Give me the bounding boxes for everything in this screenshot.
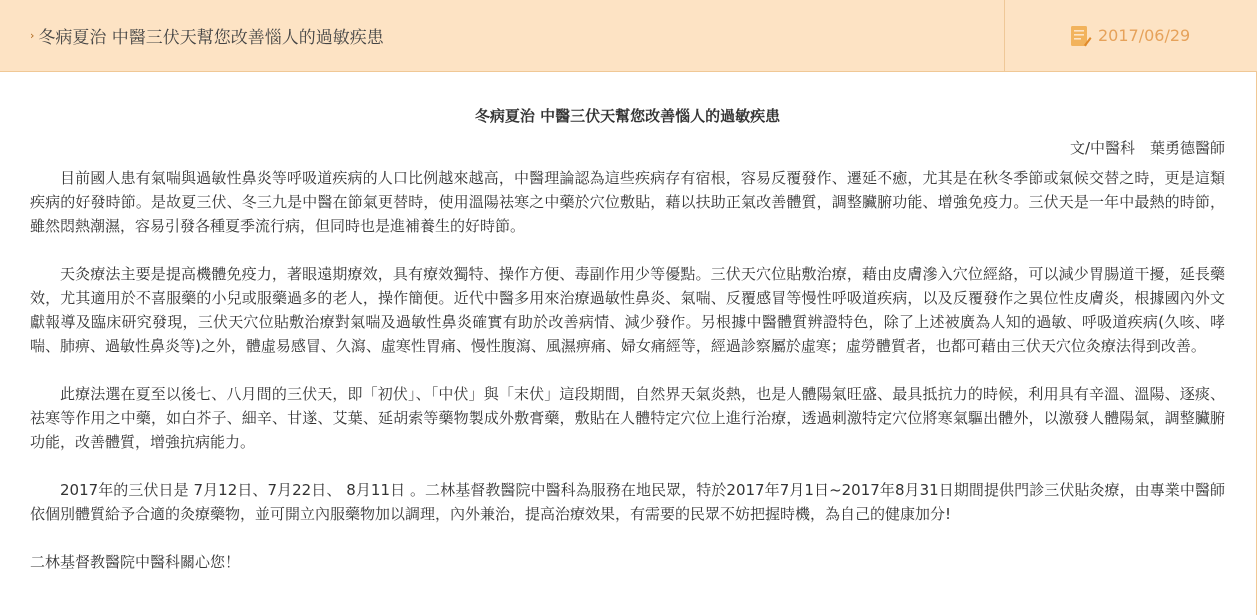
header-title[interactable]: 冬病夏治 中醫三伏天幫您改善惱人的過敏疾患 [38, 28, 384, 48]
date-block [1070, 0, 1190, 71]
header-divider [1004, 0, 1005, 71]
note-icon [1070, 24, 1092, 48]
article-body [30, 72, 1225, 574]
header-title-link[interactable] [30, 0, 384, 71]
article-header-bar [0, 0, 1257, 72]
article-paragraph: 此療法選在夏至以後七、八月間的三伏天，即「初伏」、「中伏」與「末伏」這段期間，自然界天氣炎熱，也是人體陽氣旺盛、最具抵抗力的時候，利用具有辛溫、溫陽、逐痰、祛寒等作用之中藥，如白芥子、細辛、甘遂、艾葉、延胡索等藥物製成外敷膏藥，敷貼在人體特定穴位上進行治療，透過刺激特定穴位將寒氣驅出體外，以激發人體陽氣，調整臟腑功能，改善體質，增強抗病能力。 [30, 385, 1225, 451]
article-paragraph: 2017年的三伏日是 7月12日、7月22日、 8月11日 。二林基督教醫院中醫科為服務在地民眾，特於2017年7月1日~2017年8月31日期間提供門診三伏貼灸療，由專業中醫師依個別體質給予合適的灸療藥物，並可開立內服藥物加以調理，內外兼治，提高治療效果，有需要的民眾不妨把握時機，為自己的健康加分! [30, 481, 1225, 523]
article-closing: 二林基督教醫院中醫科關心您！ [30, 553, 241, 571]
chevron-right-icon: › [30, 29, 35, 42]
article-title: 冬病夏治 中醫三伏天幫您改善惱人的過敏疾患 [474, 107, 781, 125]
article-paragraph: 天灸療法主要是提高機體免疫力，著眼遠期療效，具有療效獨特、操作方便、毒副作用少等優點。三伏天穴位貼敷治療，藉由皮膚滲入穴位經絡，可以減少胃腸道干擾，延長藥效，尤其適用於不喜服藥的小兒或服藥過多的老人，操作簡便。近代中醫多用來治療過敏性鼻炎、氣喘、反覆感冒等慢性呼吸道疾病，以及反覆發作之異位性皮膚炎，根據國內外文獻報導及臨床研究發現，三伏天穴位貼敷治療對氣喘及過敏性鼻炎確實有助於改善病情、減少發作。另根據中醫體質辨證特色，除了上述被廣為人知的過敏、呼吸道疾病(久咳、哮喘、肺痹、過敏性鼻炎等)之外，體虛易感冒、久瀉、虛寒性胃痛、慢性腹瀉、風濕痹痛、婦女痛經等，經過診察屬於虛寒；虛勞體質者，也都可藉由三伏天穴位灸療法得到改善。 [30, 265, 1225, 355]
publish-date: 2017/06/29 [1098, 26, 1191, 45]
article-paragraph: 目前國人患有氣喘與過敏性鼻炎等呼吸道疾病的人口比例越來越高，中醫理論認為這些疾病存有宿根，容易反覆發作、遷延不癒，尤其是在秋冬季節或氣候交替之時，更是這類疾病的好發時節。是故夏三伏、冬三九是中醫在節氣更替時，使用溫陽祛寒之中藥於穴位敷貼，藉以扶助正氣改善體質，調整臟腑功能、增強免疫力。三伏天是一年中最熱的時節，雖然悶熱潮濕，容易引發各種夏季流行病，但同時也是進補養生的好時節。 [30, 169, 1225, 235]
article-author: 文/中醫科 葉勇德醫師 [1069, 139, 1225, 157]
